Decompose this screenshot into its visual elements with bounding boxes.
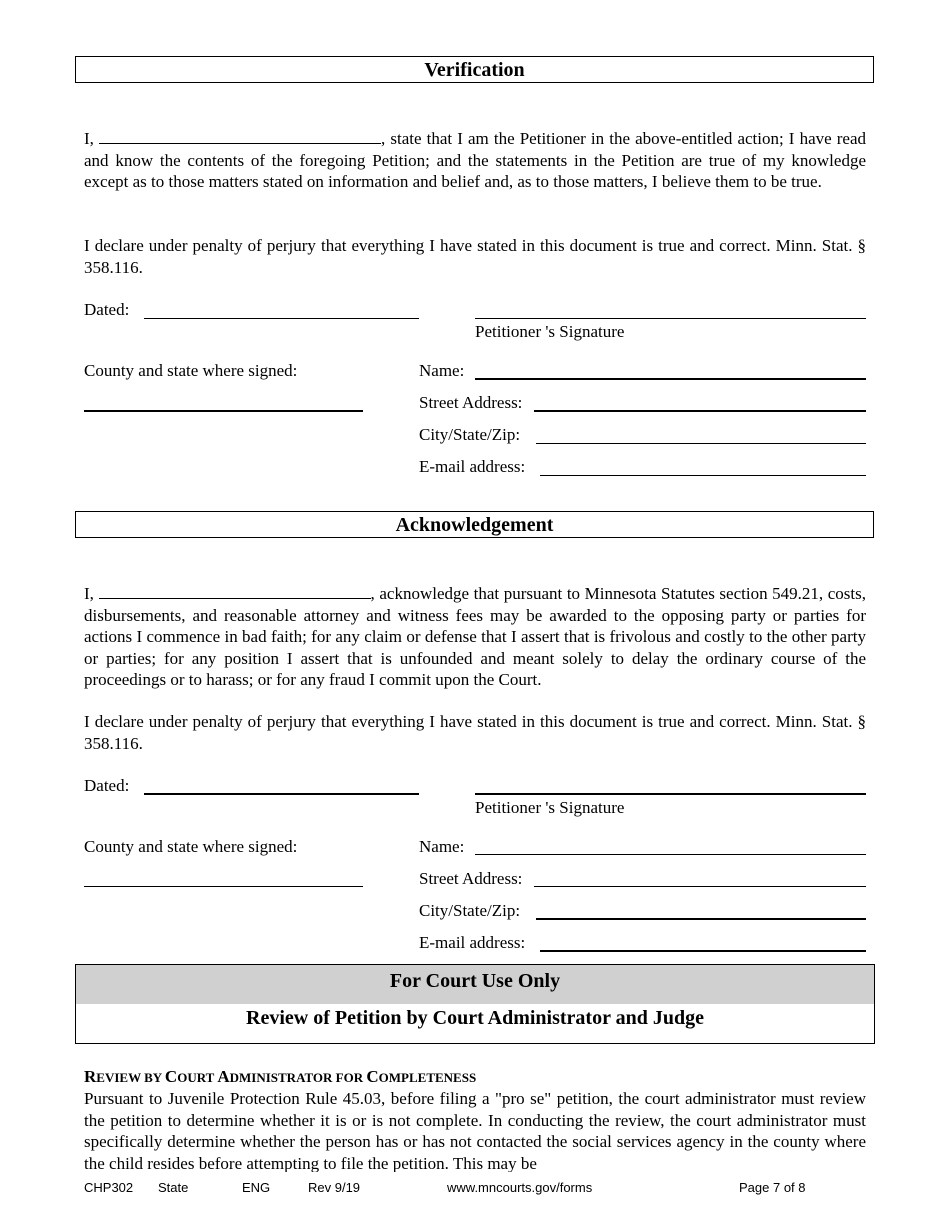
verification-statement: I, , state that I am the Petitioner in the above-entitled action; I have read and know the contents of the foregoing Petition; and the statements in the Petition are true of my knowledge except as to those matters stated on information and belief and, as to those matters, I believe them to be true. [84, 129, 867, 191]
acknowledgement-county-line[interactable] [84, 886, 363, 887]
verification-county-line[interactable] [84, 410, 363, 412]
acknowledgement-street-line[interactable] [534, 886, 866, 887]
verification-email-line[interactable] [540, 475, 866, 476]
acknowledgement-street-label: Street Address: [419, 869, 523, 888]
verification-name-blank[interactable] [99, 129, 381, 144]
verification-name-label: Name: [419, 361, 465, 380]
footer-revision: Rev 9/19 [308, 1180, 361, 1195]
acknowledgement-signature-label: Petitioner 's Signature [475, 798, 625, 817]
acknowledgement-city-label: City/State/Zip: [419, 901, 521, 920]
acknowledgement-dated-label: Dated: [84, 776, 130, 795]
footer-language: ENG [242, 1180, 271, 1195]
footer-url[interactable]: www.mncourts.gov/forms [447, 1180, 593, 1195]
verification-street-line[interactable] [534, 410, 866, 412]
review-completeness-heading: REVIEW BY COURT ADMINISTRATOR FOR COMPLETENESS [84, 1067, 477, 1086]
acknowledgement-name-blank[interactable] [99, 584, 371, 599]
verification-email-label: E-mail address: [419, 457, 526, 476]
acknowledgement-name-line[interactable] [475, 854, 866, 855]
verification-city-label: City/State/Zip: [419, 425, 521, 444]
acknowledgement-heading: Acknowledgement [75, 511, 874, 538]
acknowledgement-email-label: E-mail address: [419, 933, 526, 952]
acknowledgement-city-line[interactable] [536, 918, 866, 920]
footer-form-id: CHP302 [84, 1180, 134, 1195]
verification-name-line[interactable] [475, 378, 866, 380]
verification-heading: Verification [75, 56, 874, 83]
verification-dated-line[interactable] [144, 318, 419, 319]
court-use-box [75, 964, 875, 1044]
acknowledgement-perjury-declaration: I declare under penalty of perjury that everything I have stated in this document is true and correct. Minn. Stat. § 358.116. [84, 712, 866, 753]
acknowledgement-dated-line[interactable] [144, 793, 419, 795]
verification-dated-label: Dated: [84, 300, 130, 319]
acknowledgement-county-label: County and state where signed: [84, 837, 298, 856]
verification-perjury-declaration: I declare under penalty of perjury that everything I have stated in this document is true and correct. Minn. Stat. § 358.116. [84, 236, 866, 277]
court-use-title: For Court Use Only [76, 965, 874, 1004]
verification-signature-line[interactable] [475, 318, 866, 319]
verification-city-line[interactable] [536, 443, 866, 444]
verification-county-label: County and state where signed: [84, 361, 298, 380]
acknowledgement-name-label: Name: [419, 837, 465, 856]
footer-page-number: Page 7 of 8 [739, 1180, 806, 1195]
acknowledgement-signature-line[interactable] [475, 793, 866, 795]
verification-signature-label: Petitioner 's Signature [475, 322, 625, 341]
acknowledgement-email-line[interactable] [540, 950, 866, 952]
review-completeness-text: Pursuant to Juvenile Protection Rule 45.03, before filing a "pro se" petition, the court administrator must review the petition to determine whether it is or is not complete. In conducting the review, the court administrator must specifically determine whether the person has or has not contacted the social services agency in the county where the child resides before attempting to file the petition. This may be [84, 1089, 866, 1172]
acknowledgement-statement: I, , acknowledge that pursuant to Minnesota Statutes section 549.21, costs, disbursements, and reasonable attorney and witness fees may be awarded to the opposing party or parties for actions I commence in bad faith; for any claim or defense that I assert that is frivolous and costly to the other party or parties; for any position I assert that is unfounded and meant solely to delay the ordinary course of the proceedings or to harass; or for any fraud I commit upon the Court. [84, 584, 866, 689]
verification-street-label: Street Address: [419, 393, 523, 412]
footer-jurisdiction: State [158, 1180, 189, 1195]
court-review-title: Review of Petition by Court Administrator and Judge [246, 1007, 704, 1029]
